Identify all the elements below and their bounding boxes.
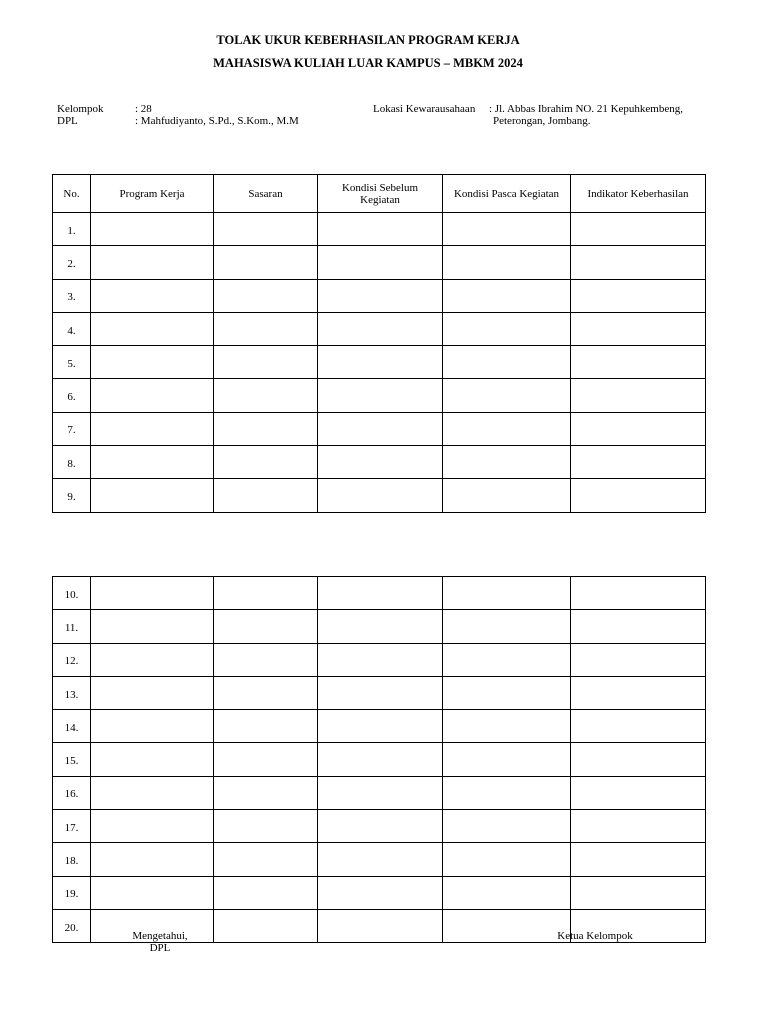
table-cell[interactable] [91, 577, 214, 610]
table-row [53, 246, 706, 279]
table-cell[interactable] [443, 379, 571, 412]
table-cell[interactable] [571, 412, 706, 445]
table-cell[interactable] [318, 643, 443, 676]
table-cell[interactable] [443, 446, 571, 479]
table-cell[interactable] [91, 776, 214, 809]
row-number: 3. [53, 279, 91, 312]
table-cell[interactable] [318, 610, 443, 643]
table-cell[interactable] [443, 346, 571, 379]
table-row [53, 843, 706, 876]
table-cell[interactable] [571, 213, 706, 246]
table-cell[interactable] [91, 213, 214, 246]
signature-right [535, 930, 655, 942]
table-cell[interactable] [91, 676, 214, 709]
row-number: 13. [53, 676, 91, 709]
table-cell[interactable] [91, 810, 214, 843]
table-cell[interactable] [571, 843, 706, 876]
lokasi-value-line1: : Jl. Abbas Ibrahim NO. 21 Kepuhkembeng, [489, 103, 683, 115]
lokasi-value-line2: Peterongan, Jombang. [493, 115, 591, 127]
row-number: 20. [53, 909, 91, 942]
table-cell[interactable] [214, 643, 318, 676]
table-cell[interactable] [91, 876, 214, 909]
table-cell[interactable] [571, 312, 706, 345]
table-cell[interactable] [443, 577, 571, 610]
table-cell[interactable] [91, 279, 214, 312]
table-cell[interactable] [91, 346, 214, 379]
table-cell[interactable] [214, 577, 318, 610]
table-cell[interactable] [214, 246, 318, 279]
table-cell[interactable] [318, 776, 443, 809]
table-cell[interactable] [91, 743, 214, 776]
table-cell[interactable] [318, 876, 443, 909]
row-number: 7. [53, 412, 91, 445]
table-cell[interactable] [318, 213, 443, 246]
table-cell[interactable] [214, 479, 318, 512]
signature-left-role: DPL [149, 942, 171, 954]
col-header-no: No. [53, 175, 91, 213]
col-header-indikator: Indikator Keberhasilan [571, 175, 706, 213]
table-cell[interactable] [443, 610, 571, 643]
table-cell[interactable] [318, 909, 443, 942]
table-cell[interactable] [318, 577, 443, 610]
table-cell[interactable] [443, 213, 571, 246]
table-row [53, 876, 706, 909]
table-cell[interactable] [443, 279, 571, 312]
table-cell[interactable] [571, 379, 706, 412]
row-number: 15. [53, 743, 91, 776]
table-row [53, 446, 706, 479]
table-row [53, 412, 706, 445]
table-row [53, 346, 706, 379]
table-row [53, 643, 706, 676]
table-cell[interactable] [443, 412, 571, 445]
table-cell[interactable] [571, 643, 706, 676]
table-cell[interactable] [443, 776, 571, 809]
table-cell[interactable] [214, 213, 318, 246]
row-number: 18. [53, 843, 91, 876]
table-cell[interactable] [214, 810, 318, 843]
table-cell[interactable] [318, 676, 443, 709]
table-row [53, 776, 706, 809]
table-cell[interactable] [214, 743, 318, 776]
table-cell[interactable] [571, 279, 706, 312]
table-cell[interactable] [214, 379, 318, 412]
col-header-kondisi-sebelum: Kondisi Sebelum Kegiatan [318, 175, 443, 213]
document-title: TOLAK UKUR KEBERHASILAN PROGRAM KERJA [216, 33, 520, 47]
table-cell[interactable] [443, 479, 571, 512]
row-number: 1. [53, 213, 91, 246]
document-subtitle: MAHASISWA KULIAH LUAR KAMPUS – MBKM 2024 [213, 56, 523, 70]
table-cell[interactable] [443, 876, 571, 909]
row-number: 6. [53, 379, 91, 412]
row-number: 10. [53, 577, 91, 610]
table-cell[interactable] [214, 610, 318, 643]
table-row [53, 379, 706, 412]
table-cell[interactable] [91, 246, 214, 279]
table-cell[interactable] [214, 876, 318, 909]
row-number: 8. [53, 446, 91, 479]
table-cell[interactable] [571, 676, 706, 709]
table-cell[interactable] [443, 643, 571, 676]
table-cell[interactable] [214, 776, 318, 809]
table-cell[interactable] [571, 246, 706, 279]
table-cell[interactable] [91, 643, 214, 676]
table-cell[interactable] [91, 412, 214, 445]
table-cell[interactable] [318, 346, 443, 379]
table-row [53, 676, 706, 709]
col-header-kondisi-pasca: Kondisi Pasca Kegiatan [443, 175, 571, 213]
kelompok-label: Kelompok [57, 103, 104, 115]
row-number: 11. [53, 610, 91, 643]
meta-right [373, 103, 713, 129]
table-cell[interactable] [571, 610, 706, 643]
table-cell[interactable] [318, 379, 443, 412]
table-cell[interactable] [443, 246, 571, 279]
table-row [53, 577, 706, 610]
lokasi-label: Lokasi Kewarausahaan [373, 103, 476, 115]
table-cell[interactable] [443, 676, 571, 709]
table-row [53, 710, 706, 743]
table-row [53, 213, 706, 246]
table-cell[interactable] [91, 479, 214, 512]
row-number: 17. [53, 810, 91, 843]
signature-left [110, 930, 210, 954]
dpl-value: : Mahfudiyanto, S.Pd., S.Kom., M.M [135, 115, 299, 127]
table-cell[interactable] [318, 279, 443, 312]
table-row [53, 279, 706, 312]
table-cell[interactable] [318, 843, 443, 876]
table-cell[interactable] [214, 279, 318, 312]
table-cell[interactable] [214, 446, 318, 479]
row-number: 16. [53, 776, 91, 809]
col-header-program-kerja: Program Kerja [91, 175, 214, 213]
table-cell[interactable] [214, 909, 318, 942]
signature-right-caption: Ketua Kelompok [557, 930, 633, 942]
table-cell[interactable] [214, 843, 318, 876]
table-cell[interactable] [571, 346, 706, 379]
table-cell[interactable] [318, 446, 443, 479]
table-header-row [53, 175, 706, 213]
signature-left-caption: Mengetahui, [132, 930, 188, 942]
table-cell[interactable] [214, 412, 318, 445]
table-cell[interactable] [318, 479, 443, 512]
row-number: 2. [53, 246, 91, 279]
col-header-sasaran: Sasaran [214, 175, 318, 213]
table-cell[interactable] [91, 710, 214, 743]
table-cell[interactable] [318, 246, 443, 279]
table-cell[interactable] [318, 743, 443, 776]
table-cell[interactable] [91, 610, 214, 643]
table-cell[interactable] [443, 743, 571, 776]
row-number: 12. [53, 643, 91, 676]
table-cell[interactable] [318, 810, 443, 843]
table-row [53, 312, 706, 345]
row-number: 14. [53, 710, 91, 743]
table-cell[interactable] [214, 346, 318, 379]
table-row [53, 610, 706, 643]
table-cell[interactable] [214, 312, 318, 345]
table-cell[interactable] [443, 312, 571, 345]
row-number: 5. [53, 346, 91, 379]
dpl-label: DPL [57, 115, 78, 127]
table-cell[interactable] [571, 743, 706, 776]
table-cell[interactable] [91, 843, 214, 876]
table-cell[interactable] [91, 312, 214, 345]
row-number: 9. [53, 479, 91, 512]
table-cell[interactable] [571, 810, 706, 843]
table-row [53, 810, 706, 843]
table-cell[interactable] [571, 577, 706, 610]
meta-left [57, 103, 357, 129]
kelompok-value: : 28 [135, 103, 152, 115]
table-cell[interactable] [571, 710, 706, 743]
table-cell[interactable] [571, 776, 706, 809]
table-cell[interactable] [318, 710, 443, 743]
table-cell[interactable] [318, 312, 443, 345]
table-cell[interactable] [443, 710, 571, 743]
table-cell[interactable] [318, 412, 443, 445]
table-row [53, 479, 706, 512]
table-cell[interactable] [443, 810, 571, 843]
row-number: 4. [53, 312, 91, 345]
row-number: 19. [53, 876, 91, 909]
table-cell[interactable] [214, 676, 318, 709]
work-program-table-part1 [52, 174, 706, 513]
table-row [53, 743, 706, 776]
table-cell[interactable] [91, 446, 214, 479]
table-cell[interactable] [571, 479, 706, 512]
table-cell[interactable] [91, 379, 214, 412]
work-program-table-part2 [52, 576, 706, 943]
table-cell[interactable] [571, 446, 706, 479]
table-cell[interactable] [571, 876, 706, 909]
table-cell[interactable] [214, 710, 318, 743]
table-cell[interactable] [443, 843, 571, 876]
